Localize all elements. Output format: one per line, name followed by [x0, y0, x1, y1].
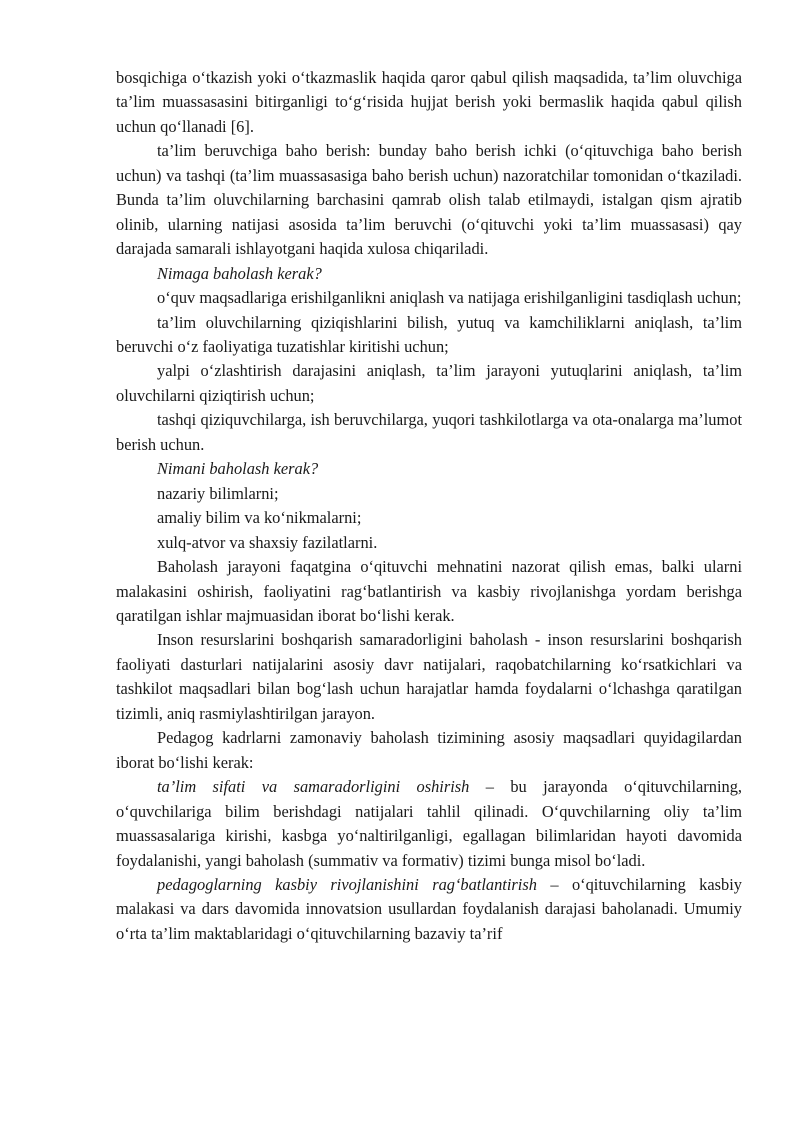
list-item: ta’lim oluvchilarning qiziqishlarini bilish, yutuq va kamchiliklarni aniqlash, ta’lim beruvchi o‘z faoliyatiga tuzatishlar kiritishi uchun; [116, 312, 742, 356]
list-item: o‘quv maqsadlariga erishilganlikni aniqlash va natijaga erishilganligini tasdiqlash uchun; [157, 288, 742, 308]
list-item: amaliy bilim va ko‘nikmalarni; [157, 508, 362, 528]
goal-text: – o‘qituvchilarning kasbiy malakasi va dars davomida innovatsion usullardan foydalanish darajasi baholanadi. Umumiy o‘rta ta’lim maktablaridagi o‘qituvchilarning bazaviy ta’rif [116, 874, 742, 943]
paragraph: Inson resurslarini boshqarish samaradorligini baholash - inson resurslarini boshqarish faoliyati dasturlari natijalarini asosiy davr natijalari, raqobatchilarning ko‘rsatkichlari va tashkilot maqsadlari bilan bog‘lash uchun harajatlar hamda foydalarni o‘lchashga qaratilgan tizimli, aniq rasmiylashtirilgan jarayon. [116, 630, 742, 723]
paragraph: Pedagog kadrlarni zamonaviy baholash tizimining asosiy maqsadlari quyidagilardan iborat bo‘lishi kerak: [116, 728, 742, 772]
paragraph: Baholash jarayoni faqatgina o‘qituvchi mehnatini nazorat qilish emas, balki ularni malakasini oshirish, faoliyatini rag‘batlantirish va kasbiy rivojlanishga yordam berishga qaratilgan ishlar majmuasidan iborat bo‘lishi kerak. [116, 557, 742, 625]
document-page [116, 66, 742, 946]
list-item: yalpi o‘zlashtirish darajasini aniqlash, ta’lim jarayoni yutuqlarini aniqlash, ta’lim oluvchilarni qiziqtirish uchun; [116, 361, 742, 405]
paragraph: ta’lim beruvchiga baho berish: bunday baho berish ichki (o‘qituvchiga baho berish uchun) va tashqi (ta’lim muassasasiga baho berish uchun) nazoratchilar tomonidan o‘tkaziladi. Bunda ta’lim oluvchilarning barchasini qamrab olish talab etilmaydi, istalgan qism ajratib olinib, ularning natijasi asosida ta’lim beruvchi (o‘qituvchi yoki ta’lim muassasasi) qay darajada samarali ishlayotgani haqida xulosa chiqariladi. [116, 141, 742, 259]
list-item: nazariy bilimlarni; [157, 483, 279, 503]
question-heading: Nimaga baholash kerak? [157, 263, 322, 283]
goal-paragraph [116, 775, 742, 873]
list-item: tashqi qiziquvchilarga, ish beruvchilarga, yuqori tashkilotlarga va ota-onalarga ma’lumot berish uchun. [116, 410, 742, 454]
goal-title: pedagoglarning kasbiy rivojlanishini rag‘batlantirish [157, 874, 537, 894]
list-item: xulq-atvor va shaxsiy fazilatlarni. [157, 532, 378, 552]
goal-title: ta’lim sifati va samaradorligini oshirish [157, 777, 470, 797]
goal-text: – bu jarayonda o‘qituvchilarning, o‘quvchilariga bilim berishdagi natijalari tahlil qilinadi. O‘quvchilarning oliy ta’lim muassasalariga kirishi, kasbga yo‘naltirilganligi, egallagan bilimlaridan hayoti davomida foydalanishi, yangi baholash (summativ va formativ) tizimi bunga misol bo‘ladi. [116, 777, 742, 870]
goal-paragraph [116, 873, 742, 946]
paragraph: bosqichiga o‘tkazish yoki o‘tkazmaslik haqida qaror qabul qilish maqsadida, ta’lim oluvchiga ta’lim muassasasini bitirganligi to‘g‘risida hujjat berish yoki bermaslik haqida qabul qilish uchun qo‘llanadi [6]. [116, 68, 742, 136]
question-heading: Nimani baholash kerak? [157, 459, 319, 479]
